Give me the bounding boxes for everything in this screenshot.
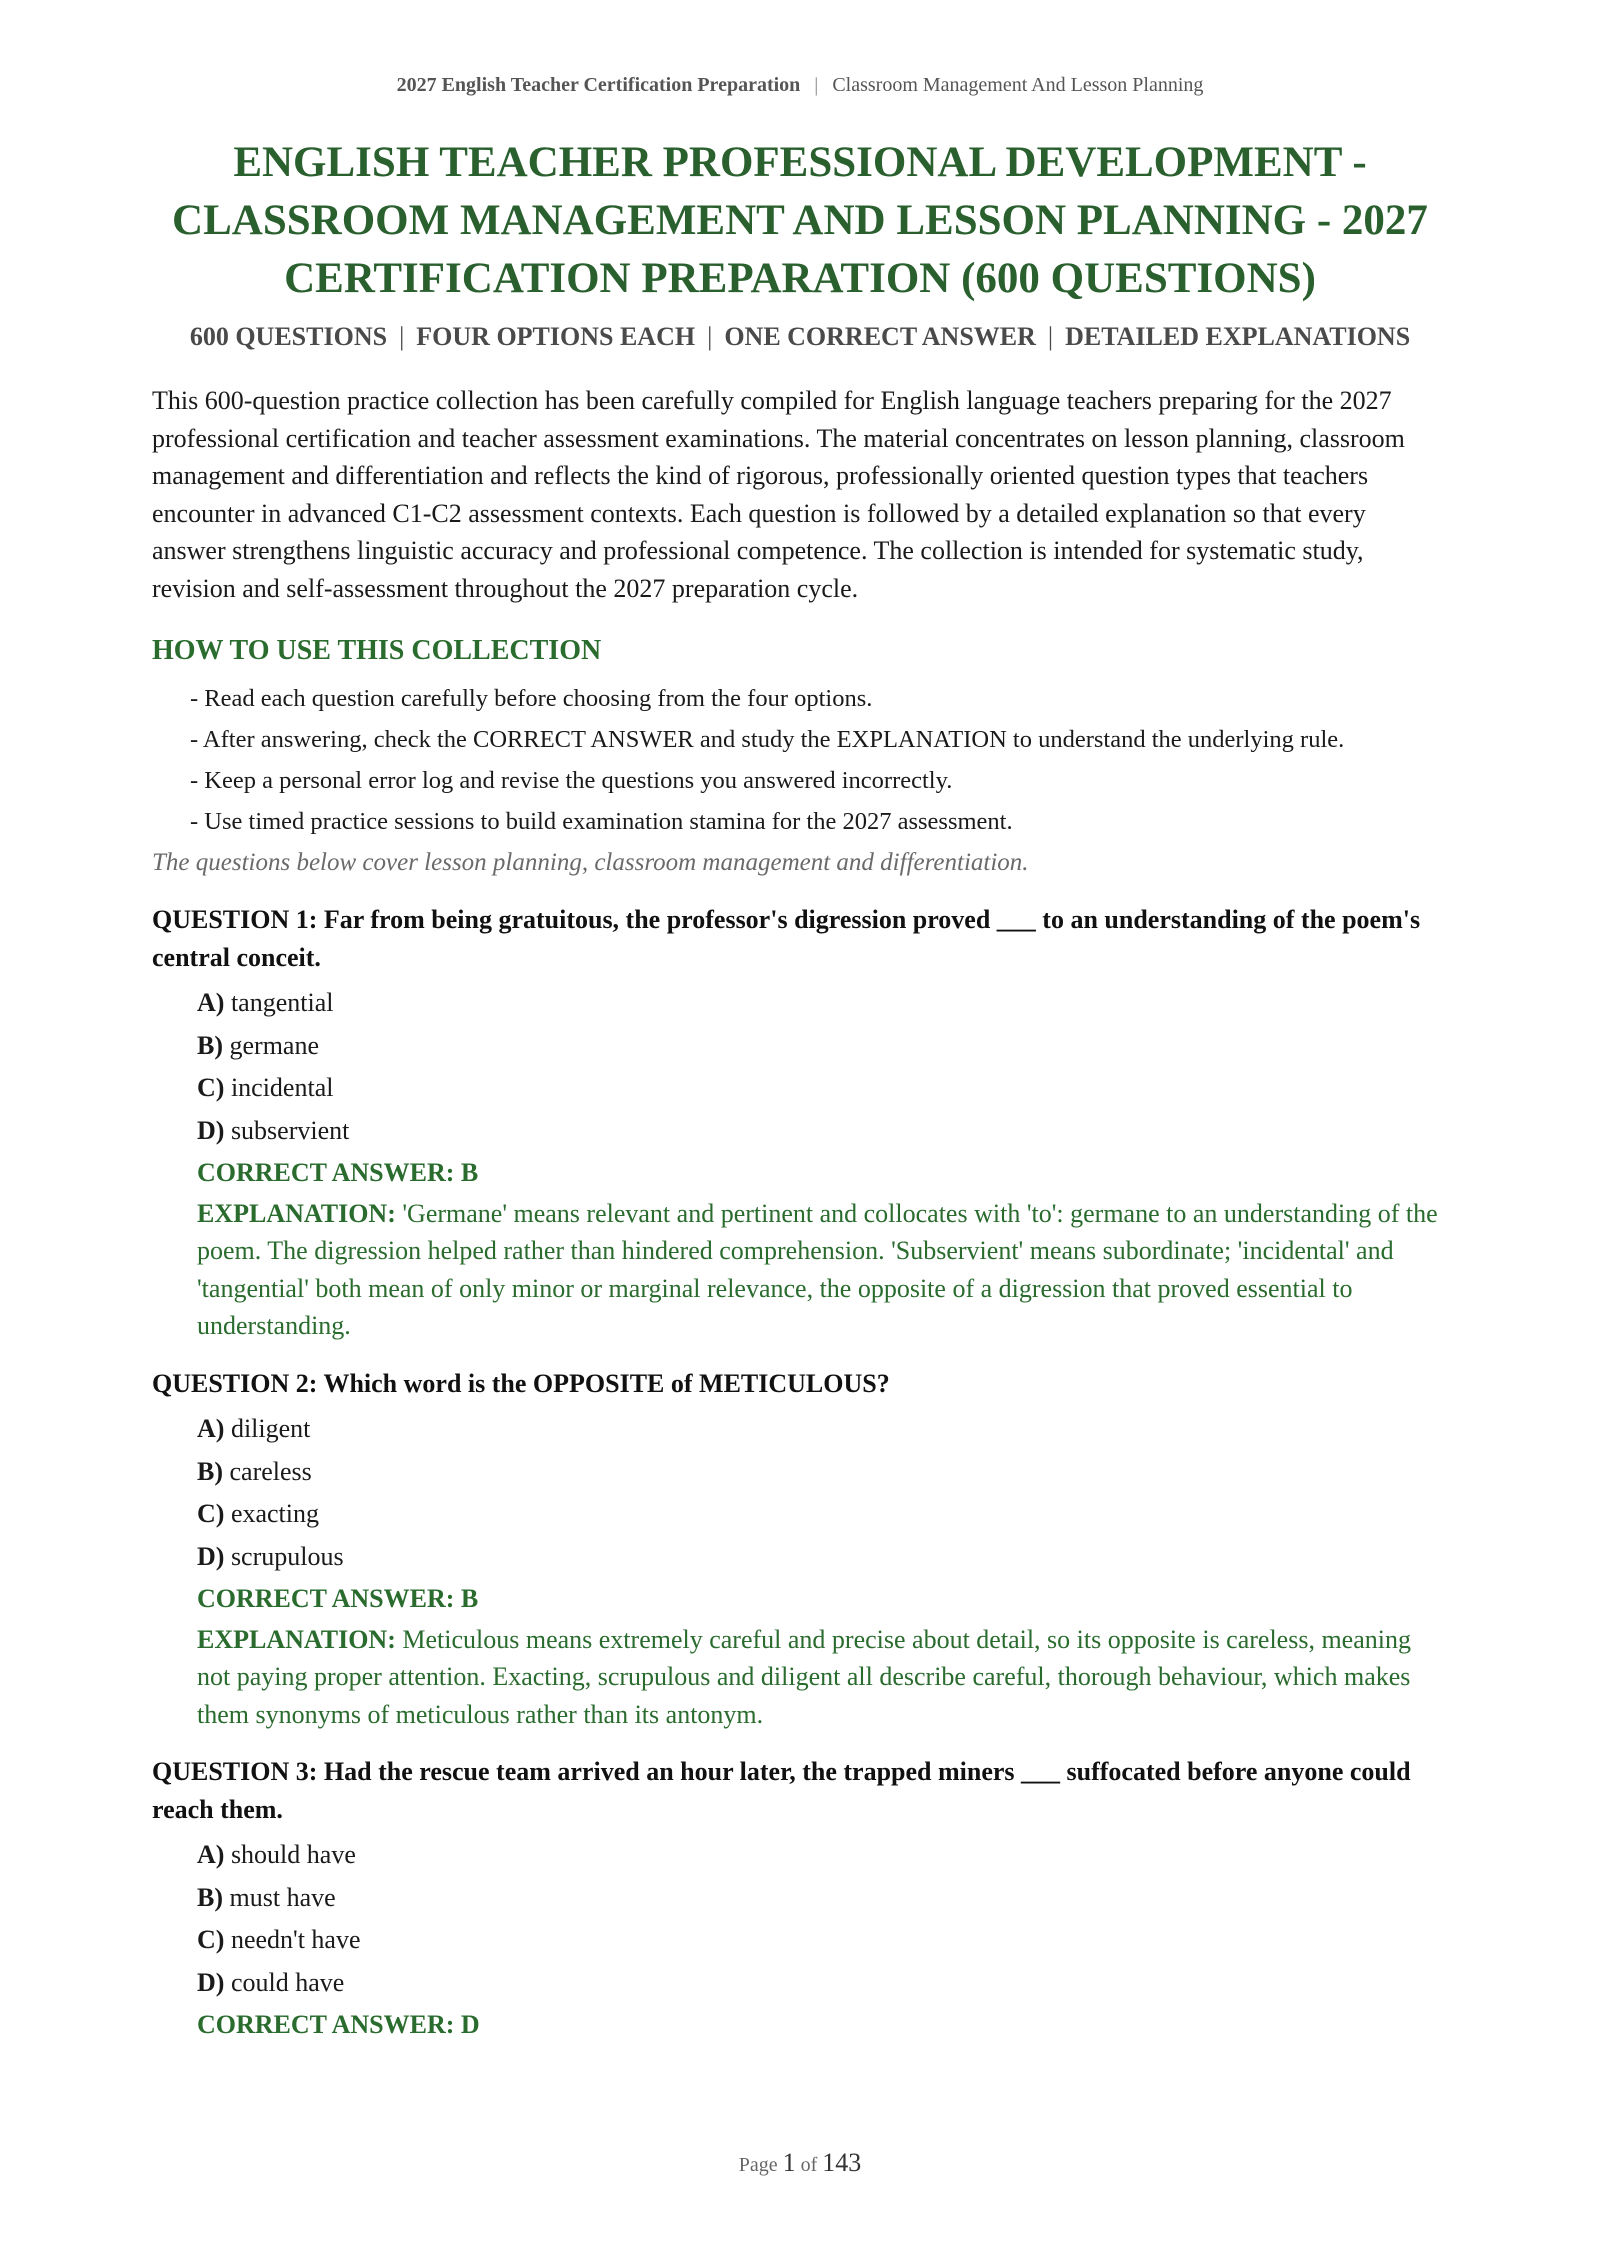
question-text: QUESTION 1: Far from being gratuitous, the professor's digression proved ___ to an understanding of the poem's central conceit. [152,905,1421,972]
explanation [197,1621,1442,1734]
option-letter: B) [197,1030,223,1060]
explanation [197,1195,1442,1345]
running-header [0,74,1600,97]
explanation-text: Meticulous means extremely careful and precise about detail, so its opposite is careless, meaning not paying proper attention. Exacting, scrupulous and diligent all describe careful, thorough behaviour, which makes them synonyms of meticulous rather than its antonym. [197,1624,1411,1729]
question-text: QUESTION 3: Had the rescue team arrived an hour later, the trapped miners ___ suffocated before anyone could reach them. [152,1757,1411,1824]
instruction-item: - After answering, check the CORRECT ANSWER and study the EXPLANATION to understand the underlying rule. [190,726,1345,753]
option-item [197,1877,1442,1920]
option-item [197,1025,1442,1068]
option-text: diligent [230,1414,311,1443]
option-item [197,1493,1442,1536]
title-line-3: CERTIFICATION PREPARATION (600 QUESTIONS) [284,255,1316,302]
option-item [197,1451,1442,1494]
option-text: germane [229,1030,320,1060]
document-title [120,134,1480,308]
option-item [197,1536,1442,1579]
correct-answer: CORRECT ANSWER: B [197,1584,479,1613]
option-letter: A) [197,1840,225,1869]
how-to-use-heading: HOW TO USE THIS COLLECTION [152,635,602,666]
option-text: exacting [230,1499,320,1528]
option-item [197,982,1442,1025]
explanation-label: EXPLANATION: [197,1198,396,1228]
option-list [152,1834,1442,2004]
question-block [152,1365,1442,1734]
subtitle-item: ONE CORRECT ANSWER [724,322,1036,351]
question-block [152,1753,1442,2047]
option-item [197,1919,1442,1962]
page-number: 1 [782,2148,796,2177]
option-text: scrupulous [230,1541,344,1571]
title-line-2: CLASSROOM MANAGEMENT AND LESSON PLANNING - 2027 [172,197,1428,244]
page-label: Page [738,2154,778,2176]
option-text: tangential [230,988,334,1017]
subtitle-item: 600 QUESTIONS [189,322,388,351]
option-text: incidental [230,1073,334,1102]
option-text: should have [230,1840,356,1869]
subtitle-item: DETAILED EXPLANATIONS [1065,322,1411,351]
instruction-item: - Use timed practice sessions to build examination stamina for the 2027 assessment. [190,808,1013,835]
instruction-item: - Keep a personal error log and revise the questions you answered incorrectly. [190,767,953,794]
option-text: careless [229,1456,312,1486]
option-letter: B) [197,1456,223,1486]
option-letter: C) [197,1073,225,1102]
subtitle-separator: | [707,322,713,351]
question-text: QUESTION 2: Which word is the OPPOSITE of METICULOUS? [152,1368,890,1398]
instruction-item: - Read each question carefully before choosing from the four options. [190,685,873,712]
intro-paragraph: This 600-question practice collection has been carefully compiled for English language teachers preparing for the 2027 professional certification and teacher assessment examinations. The material concentrates on lesson planning, classroom management and differentiation and reflects the kind of rigorous, professionally oriented question types that teachers encounter in advanced C1-C2 assessment contexts. Each question is followed by a detailed explanation so that every answer strengthens linguistic accuracy and professional competence. The collection is intended for systematic study, revision and self-assessment throughout the 2027 preparation cycle. [152,386,1405,603]
option-item [197,1408,1442,1451]
option-letter: A) [197,988,225,1017]
option-item [197,1834,1442,1877]
option-list [152,1408,1442,1578]
option-letter: C) [197,1499,225,1528]
coverage-note: The questions below cover lesson planning, classroom management and differentiation. [152,849,1029,876]
option-letter: C) [197,1925,225,1954]
option-letter: D) [197,1115,225,1145]
subtitle-item: FOUR OPTIONS EACH [416,322,696,351]
subtitle-separator: | [399,322,405,351]
option-item [197,1067,1442,1110]
correct-answer: CORRECT ANSWER: B [197,1158,479,1187]
question-block [152,901,1442,1345]
header-separator: | [814,74,819,96]
option-text: subservient [230,1115,350,1145]
option-text: must have [229,1882,336,1912]
subtitle-separator: | [1047,322,1054,351]
explanation-label: EXPLANATION: [197,1624,396,1654]
page-total: 143 [822,2148,862,2177]
option-letter: B) [197,1882,223,1912]
subtitle-bar [100,322,1500,352]
correct-answer: CORRECT ANSWER: D [197,2010,480,2039]
title-line-1: ENGLISH TEACHER PROFESSIONAL DEVELOPMENT - [233,139,1367,186]
explanation-text: 'Germane' means relevant and pertinent and collocates with 'to': germane to an understanding of the poem. The digression helped rather than hindered comprehension. 'Subservient' means subordinate; 'incidental' and 'tangential' both mean of only minor or marginal relevance, the opposite of a digression that proved essential to understanding. [197,1198,1438,1340]
option-text: could have [230,1967,345,1997]
option-letter: D) [197,1541,225,1571]
option-item [197,1110,1442,1153]
option-list [152,982,1442,1152]
option-text: needn't have [230,1925,361,1954]
header-right-text: Classroom Management And Lesson Planning [832,74,1204,96]
option-letter: A) [197,1414,225,1443]
option-item [197,1962,1442,2005]
page-of-label: of [800,2154,818,2176]
document-body [152,382,1442,2067]
option-letter: D) [197,1967,225,1997]
how-to-use-list [152,681,1442,839]
header-left-text: 2027 English Teacher Certification Preparation [396,74,801,96]
page-footer [0,2148,1600,2178]
